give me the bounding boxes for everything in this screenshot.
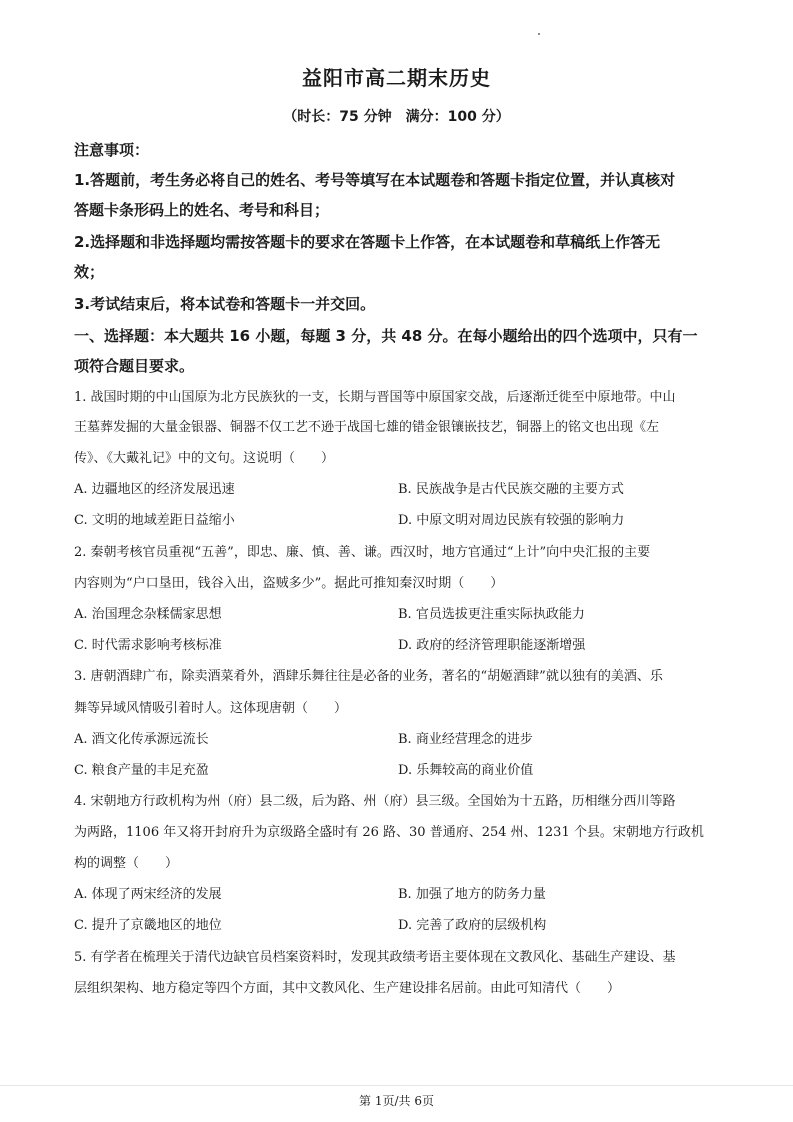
notice-line: 1.答题前，考生务必将自己的姓名、考号等填写在本试题卷和答题卡指定位置，并认真核对 [74, 171, 676, 189]
question-4-stem: 构的调整（ ） [74, 856, 179, 871]
question-4-stem: 为两路，1106 年又将开封府升为京级路全盛时有 26 路、30 普通府、254 州、1231 个县。宋朝地方行政机 [74, 825, 704, 840]
question-1-option-b: B. 民族战争是古代民族交融的主要方式 [398, 482, 624, 497]
question-2-option-b: B. 官员选拔更注重实际执政能力 [398, 607, 585, 622]
exam-duration-score: （时长：75 分钟 满分：100 分） [283, 109, 510, 125]
notice-heading: 注意事项： [74, 141, 150, 159]
question-1-option-c: C. 文明的地域差距日益缩小 [74, 513, 235, 528]
question-2-stem: 2. 秦朝考核官员重视“五善”，即忠、廉、慎、善、谦。西汉时，地方官通过“上计”向中央汇报的主要 [74, 545, 651, 560]
question-3-stem: 舞等异域风情吸引着时人。这体现唐朝（ ） [74, 701, 348, 716]
question-3-option-b: B. 商业经营理念的进步 [398, 732, 533, 747]
notice-line: 答题卡条形码上的姓名、考号和科目； [74, 201, 330, 219]
question-3-option-a: A. 酒文化传承源远流长 [74, 732, 209, 747]
notice-line: 2.选择题和非选择题均需按答题卡的要求在答题卡上作答，在本试题卷和草稿纸上作答无 [74, 233, 661, 251]
question-1-option-d: D. 中原文明对周边民族有较强的影响力 [398, 513, 625, 528]
question-1-option-a: A. 边疆地区的经济发展迅速 [74, 482, 235, 497]
question-1-stem: 传》、《大戴礼记》中的文句。这说明（ ） [74, 451, 335, 466]
question-1-stem: 王墓葬发掘的大量金银器、铜器不仅工艺不逊于战国七雄的错金银镶嵌技艺，铜器上的铭文也出现《左 [74, 420, 660, 435]
question-4-option-b: B. 加强了地方的防务力量 [398, 887, 546, 902]
footer-divider [0, 1085, 793, 1086]
question-2-stem: 内容则为“户口垦田，钱谷入出，盗贼多少”。据此可推知秦汉时期（ ） [74, 576, 504, 591]
question-4-option-a: A. 体现了两宋经济的发展 [74, 887, 222, 902]
scan-mark [538, 33, 540, 35]
question-4-option-d: D. 完善了政府的层级机构 [398, 918, 547, 933]
notice-line: 效； [74, 263, 105, 281]
question-3-stem: 3. 唐朝酒肆广布，除卖酒菜肴外，酒肆乐舞往往是必备的业务，著名的“胡姬酒肆”就以独有的美酒、乐 [74, 669, 663, 684]
question-3-option-d: D. 乐舞较高的商业价值 [398, 763, 534, 778]
question-2-option-c: C. 时代需求影响考核标准 [74, 638, 222, 653]
page-title: 益阳市高二期末历史 [302, 66, 491, 90]
question-4-option-c: C. 提升了京畿地区的地位 [74, 918, 222, 933]
page-number: 第 1页/共 6页 [359, 1094, 434, 1108]
question-1-stem: 1. 战国时期的中山国原为北方民族狄的一支，长期与晋国等中原国家交战，后逐渐迁徙至中原地带。中山 [74, 390, 676, 405]
question-2-option-d: D. 政府的经济管理职能逐渐增强 [398, 638, 586, 653]
question-3-option-c: C. 粮食产量的丰足充盈 [74, 763, 209, 778]
question-2-option-a: A. 治国理念杂糅儒家思想 [74, 607, 222, 622]
question-5-stem: 层组织架构、地方稳定等四个方面，其中文教风化、生产建设排名居前。由此可知清代（ ） [74, 981, 621, 996]
question-4-stem: 4. 宋朝地方行政机构为州（府）县二级，后为路、州（府）县三级。全国始为十五路，历相继分西川等路 [74, 794, 676, 809]
section-heading: 一、选择题：本大题共 16 小题，每题 3 分，共 48 分。在每小题给出的四个选项中，只有一 [74, 327, 698, 345]
notice-line: 3.考试结束后，将本试卷和答题卡一并交回。 [74, 295, 376, 313]
question-5-stem: 5. 有学者在梳理关于清代边缺官员档案资料时，发现其政绩考语主要体现在文教风化、基础生产建设、基 [74, 950, 676, 965]
section-heading: 项符合题目要求。 [74, 357, 195, 375]
